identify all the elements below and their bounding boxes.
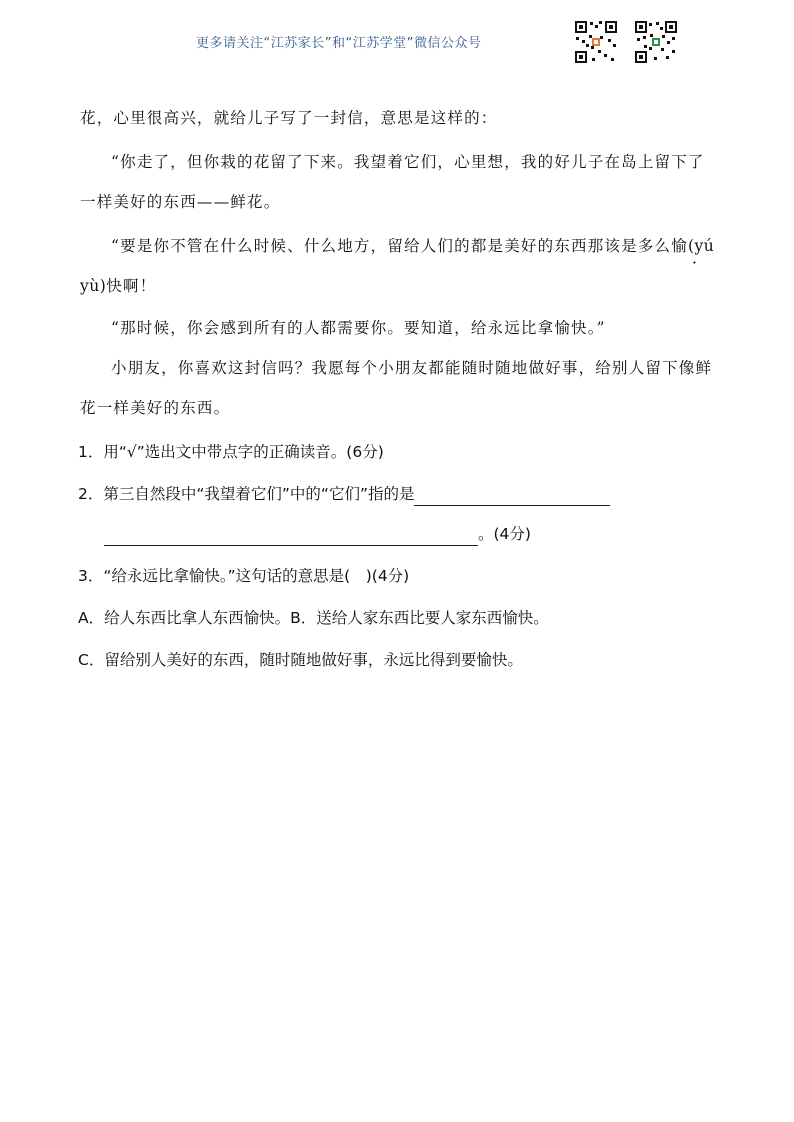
question-2-continued <box>104 522 754 546</box>
passage-paragraph-2: “你走了，但你栽的花留了下来。我望着它们，心里想，我的好儿子在岛上留下了一样美好的东西——鲜花。 <box>80 153 705 211</box>
question-2-points: 。(4分) <box>478 525 531 543</box>
question-1: 1．用“√”选出文中带点字的正确读音。(6分) <box>78 443 384 461</box>
dotted-character: 愉 <box>671 237 688 255</box>
question-3-options-ab: A．给人东西比拿人东西愉快。B．送给人家东西比要人家东西愉快。 <box>78 609 549 627</box>
answer-blank-2[interactable] <box>104 527 478 546</box>
passage-paragraph-5: 小朋友，你喜欢这封信吗？我愿每个小朋友都能随时随地做好事，给别人留下像鲜花一样美好的东西。 <box>80 359 713 417</box>
qr-code-icon <box>574 20 618 64</box>
page-header <box>0 20 794 68</box>
question-2-text: 2．第三自然段中“我望着它们”中的“它们”指的是 <box>78 485 415 503</box>
answer-blank-1[interactable] <box>414 487 610 506</box>
passage-paragraph-3 <box>80 226 731 306</box>
passage-paragraph-1: 花，心里很高兴，就给儿子写了一封信，意思是这样的： <box>80 109 498 127</box>
header-text: 更多请关注“江苏家长”和“江苏学堂”微信公众号 <box>196 36 482 51</box>
pinyin-options: (yú yù) <box>80 237 731 295</box>
p3-text-before: “要是你不管在什么时候、什么地方，留给人们的都是美好的东西那该是多么 <box>111 237 672 255</box>
question-2 <box>78 482 728 506</box>
qr-code-icon <box>634 20 678 64</box>
passage-paragraph-4: “那时候，你会感到所有的人都需要你。要知道，给永远比拿愉快。” <box>111 319 606 337</box>
p3-text-after: 快啊！ <box>106 277 157 295</box>
question-3-option-c: C．留给别人美好的东西，随时随地做好事，永远比得到要愉快。 <box>78 651 523 669</box>
question-3: 3．“给永远比拿愉快。”这句话的意思是( )(4分) <box>78 567 410 585</box>
